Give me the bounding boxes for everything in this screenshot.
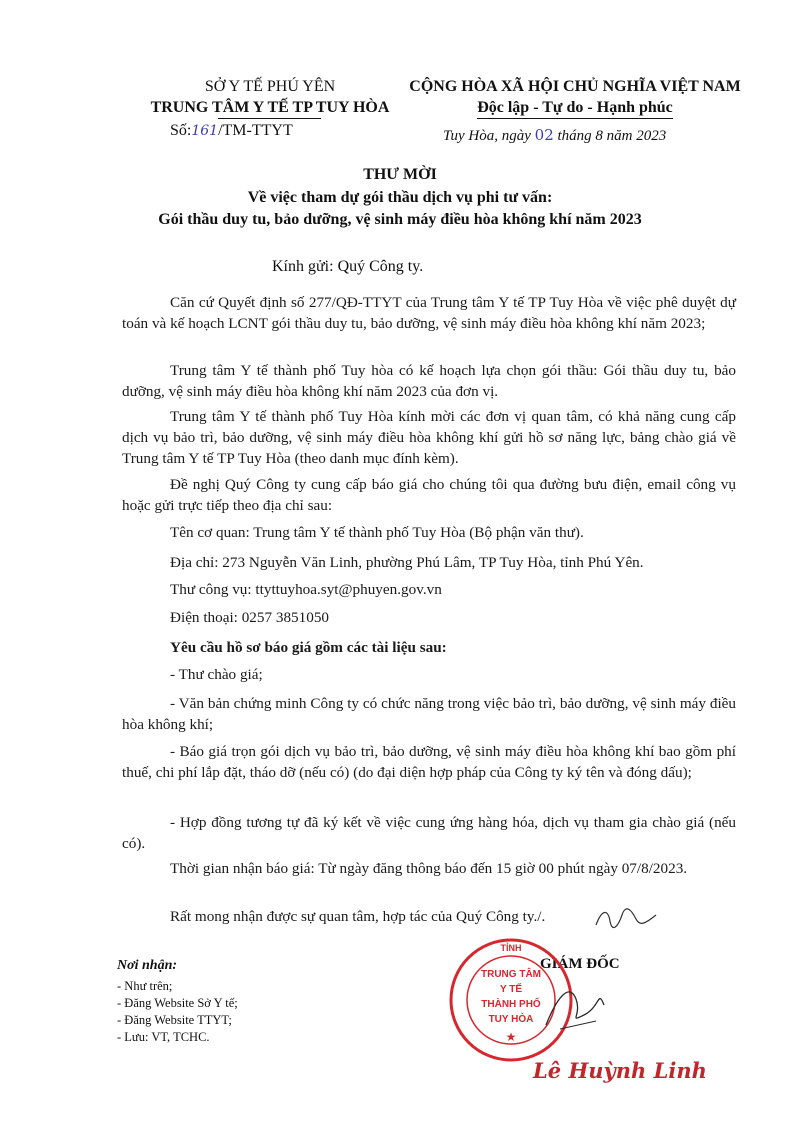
date-suffix: tháng 8 năm 2023 [557, 128, 667, 144]
requirement-item: - Hợp đồng tương tự đã ký kết về việc cung ứng hàng hóa, dịch vụ tham gia chào giá (nếu có). [122, 814, 736, 852]
recipient-item: - Như trên; [117, 979, 173, 993]
requirement-item: - Báo giá trọn gói dịch vụ bảo trì, bảo dưỡng, vệ sinh máy điều hòa không khí bao gồm phí thuế, chi phí lắp đặt, tháo dỡ (nếu có) (do đại diện hợp pháp của Công ty ký tên và đóng dấu); [122, 743, 736, 781]
paragraph-plan: Trung tâm Y tế thành phố Tuy hòa có kế hoạch lựa chọn gói thầu: Gói thầu duy tu, bảo dưỡng, vệ sinh máy điều hòa không khí năm 2023 của đơn vị. [122, 362, 736, 400]
greeting: Kính gửi: Quý Công ty. [272, 258, 424, 275]
closing-text: Rất mong nhận được sự quan tâm, hợp tác của Quý Công ty./. [170, 908, 546, 925]
contact-address: Địa chỉ: 273 Nguyễn Văn Linh, phường Phú Lâm, TP Tuy Hòa, tỉnh Phú Yên. [170, 554, 644, 571]
stamp-ring-text: TỈNH [500, 943, 522, 953]
deadline-text: Thời gian nhận báo giá: Từ ngày đăng thông báo đến 15 giờ 00 phút ngày 07/8/2023. [170, 860, 688, 877]
recipient-item: - Lưu: VT, TCHC. [117, 1030, 210, 1044]
paragraph-invitation: Trung tâm Y tế thành phố Tuy Hòa kính mời các đơn vị quan tâm, có khả năng cung cấp dịch vụ bảo trì, bảo dưỡng, vệ sinh máy điều hòa không khí gửi hồ sơ năng lực, bảng chào giá về Trung tâm Y tế TP Tuy Hòa (theo danh mục đính kèm). [122, 408, 736, 467]
department-name: SỞ Y TẾ PHÚ YÊN [204, 78, 336, 95]
star-icon: ★ [505, 1030, 517, 1044]
signer-name: Lê Huỳnh Linh [533, 1058, 707, 1083]
country-name: CỘNG HÒA XÃ HỘI CHỦ NGHĨA VIỆT NAM [409, 78, 741, 95]
initial-scribble [592, 905, 662, 931]
recipients-list [117, 978, 238, 1046]
national-motto: Độc lập - Tự do - Hạnh phúc [477, 99, 673, 116]
doc-number-suffix: /TM-TTYT [218, 122, 293, 139]
contact-phone: Điện thoại: 0257 3851050 [170, 609, 330, 626]
contact-agency: Tên cơ quan: Trung tâm Y tế thành phố Tuy Hòa (Bộ phận văn thư). [170, 524, 584, 541]
header-right-divider [477, 118, 673, 119]
signature-scribble [540, 975, 610, 1035]
paragraph-legal-basis: Căn cứ Quyết định số 277/QĐ-TTYT của Trung tâm Y tế TP Tuy Hòa về việc phê duyệt dự toán và kế hoạch LCNT gói thầu duy tu, bảo dưỡng, vệ sinh máy điều hòa không khí năm 2023; [122, 294, 736, 332]
letter-subject-2: Gói thầu duy tu, bảo dưỡng, vệ sinh máy điều hòa không khí năm 2023 [158, 211, 642, 228]
stamp-line: THÀNH PHỐ [481, 999, 541, 1010]
requirement-item: - Văn bản chứng minh Công ty có chức năng trong việc bảo trì, bảo dưỡng, vệ sinh máy điều hòa không khí; [122, 695, 736, 733]
stamp-line: Y TẾ [499, 984, 523, 995]
date-prefix: Tuy Hòa, ngày [443, 128, 531, 144]
requirements-heading: Yêu cầu hồ sơ báo giá gồm các tài liệu sau: [170, 639, 447, 656]
doc-number-handwritten: 161 [191, 123, 219, 139]
recipients-heading: Nơi nhận: [117, 958, 178, 973]
doc-number-prefix: Số: [170, 122, 192, 139]
paragraph-request: Đề nghị Quý Công ty cung cấp báo giá cho chúng tôi qua đường bưu điện, email công vụ hoặc gửi trực tiếp theo địa chỉ sau: [122, 476, 736, 514]
header-left-divider [218, 118, 321, 119]
letter-subject-1: Về việc tham dự gói thầu dịch vụ phi tư vấn: [247, 189, 553, 206]
contact-email: Thư công vụ: ttyttuyhoa.syt@phuyen.gov.vn [170, 581, 442, 598]
requirement-item: - Thư chào giá; [170, 666, 263, 683]
stamp-line: TUY HÒA [488, 1014, 534, 1025]
date-day-handwritten: 02 [534, 126, 554, 144]
stamp-line: TRUNG TÂM [481, 969, 541, 980]
letter-title: THƯ MỜI [363, 166, 437, 183]
recipient-item: - Đăng Website Sở Y tế; [117, 996, 238, 1010]
recipient-item: - Đăng Website TTYT; [117, 1013, 232, 1027]
doc-number [170, 122, 293, 140]
document-date [443, 126, 666, 145]
signature-position: GIÁM ĐỐC [540, 956, 620, 972]
center-name: TRUNG TÂM Y TẾ TP TUY HÒA [150, 99, 390, 116]
